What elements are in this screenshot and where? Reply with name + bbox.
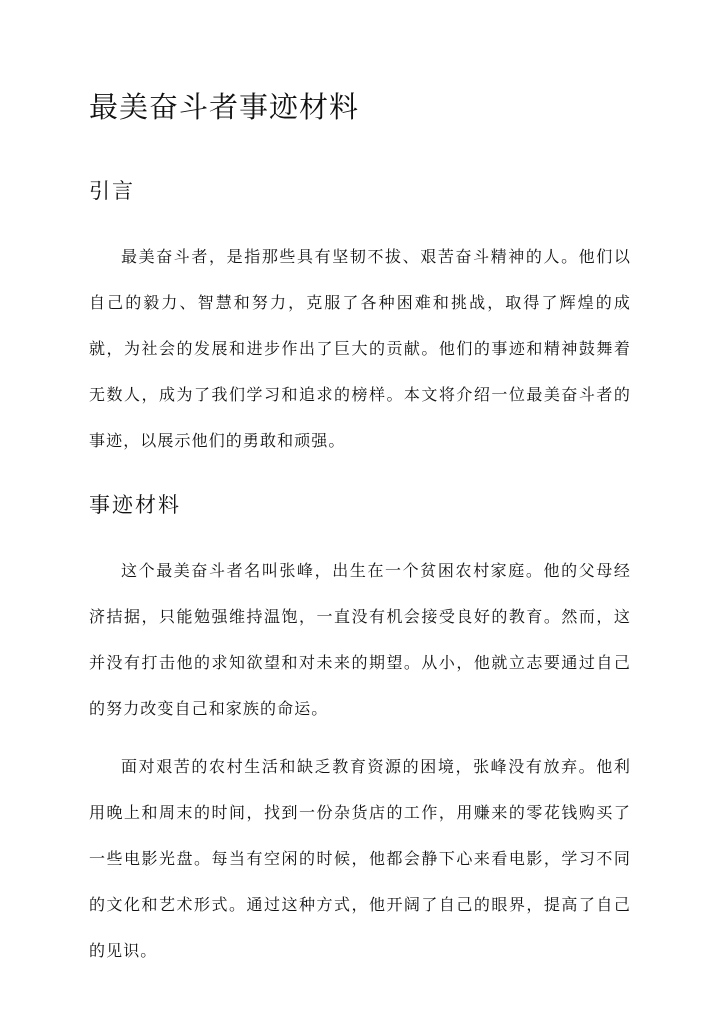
section-heading-deeds: 事迹材料: [89, 493, 181, 517]
deeds-paragraph-1: 这个最美奋斗者名叫张峰，出生在一个贫困农村家庭。他的父母经济拮据，只能勉强维持温饱，一直没有机会接受良好的教育。然而，这并没有打击他的求知欲望和对未来的期望。从小，他就立志要通过自己的努力改变自己和家族的命运。: [89, 561, 631, 718]
section-heading-introduction: 引言: [89, 179, 135, 203]
document-title: 最美奋斗者事迹材料: [89, 90, 360, 124]
introduction-paragraph: 最美奋斗者，是指那些具有坚韧不拔、艰苦奋斗精神的人。他们以自己的毅力、智慧和努力，克服了各种困难和挑战，取得了辉煌的成就，为社会的发展和进步作出了巨大的贡献。他们的事迹和精神鼓舞着无数人，成为了我们学习和追求的榜样。本文将介绍一位最美奋斗者的事迹，以展示他们的勇敢和顽强。: [89, 247, 631, 450]
deeds-paragraph-2: 面对艰苦的农村生活和缺乏教育资源的困境，张峰没有放弃。他利用晚上和周末的时间，找到一份杂货店的工作，用赚来的零花钱购买了一些电影光盘。每当有空闲的时候，他都会静下心来看电影，学习不同的文化和艺术形式。通过这种方式，他开阔了自己的眼界，提高了自己的见识。: [89, 757, 631, 960]
